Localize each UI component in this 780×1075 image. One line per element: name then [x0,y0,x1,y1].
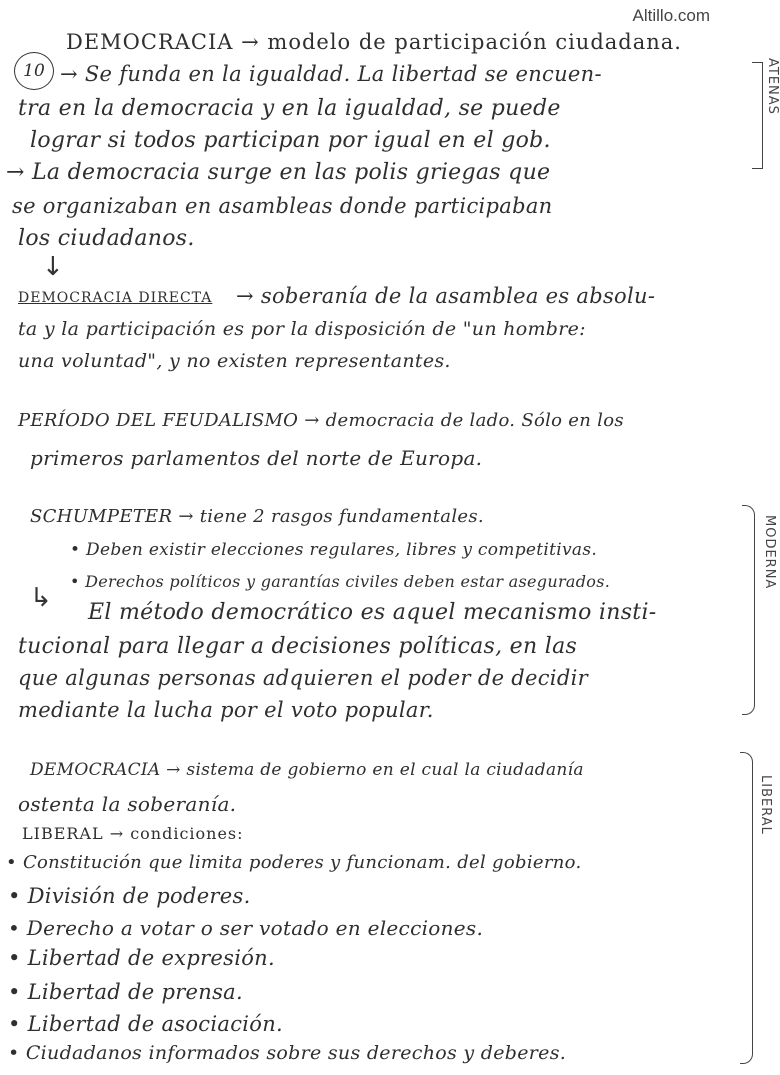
line-igualdad-2: tra en la democracia y en la igualdad, se puede [18,96,561,121]
side-label-atenas: ATENAS [765,58,780,115]
line-condicion-expresion: • Libertad de expresión. [8,946,275,970]
bracket-middle [742,505,755,715]
line-igualdad-1: → Se funda en la igualdad. La libertad se encuen- [60,62,602,86]
bracket-top [752,62,763,169]
line-metodo-3: que algunas personas adquieren el poder de decidir [18,666,588,690]
line-directa-2: ta y la participación es por la disposición de "un hombre: [18,318,586,340]
bracket-bottom [740,752,753,1064]
down-arrow-icon: ↓ [42,252,64,282]
line-democracia-sistema: DEMOCRACIA → sistema de gobierno en el cual la ciudadanía [30,760,584,780]
line-soberania: ostenta la soberanía. [18,792,237,816]
line-condicion-prensa: • Libertad de prensa. [8,980,243,1004]
line-polis-3: los ciudadanos. [18,226,195,251]
circled-page-number: 10 [14,52,54,90]
line-metodo-2: tucional para llegar a decisiones políticas, en las [18,634,578,659]
line-condicion-voto: • Derecho a votar o ser votado en elecciones. [8,916,484,940]
line-feudalismo-2: primeros parlamentos del norte de Europa. [30,446,483,470]
line-condicion-asociacion: • Libertad de asociación. [8,1012,284,1036]
side-label-liberal: LIBERAL [758,775,773,835]
line-directa-3: una voluntad", y no existen representantes. [18,350,451,372]
line-metodo-1: El método democrático es aquel mecanismo insti- [88,600,657,625]
line-democracia-definicion: DEMOCRACIA → modelo de participación ciudadana. [66,30,682,54]
line-polis-1: → La democracia surge en las polis griegas que [6,160,551,185]
line-schumpeter: SCHUMPETER → tiene 2 rasgos fundamentales. [30,506,484,527]
line-condicion-ciudadanos: • Ciudadanos informados sobre sus derechos y deberes. [8,1042,567,1064]
heading-democracia-directa: DEMOCRACIA DIRECTA [18,290,213,306]
line-schumpeter-rasgo-2: • Derechos políticos y garantías civiles deben estar asegurados. [70,572,611,591]
line-polis-2: se organizaban en asambleas donde participaban [12,194,553,218]
watermark: Altillo.com [632,6,710,25]
hook-arrow-icon: ↳ [30,583,52,613]
line-feudalismo-1: PERÍODO DEL FEUDALISMO → democracia de lado. Sólo en los [18,410,624,431]
line-condicion-division: • División de poderes. [8,884,251,908]
side-label-moderna: MODERNA [762,515,777,590]
line-liberal-condiciones: LIBERAL → condiciones: [22,824,244,843]
line-condicion-constitucion: • Constitución que limita poderes y funcionam. del gobierno. [6,852,582,873]
line-directa-1: → soberanía de la asamblea es absolu- [236,284,656,308]
line-schumpeter-rasgo-1: • Deben existir elecciones regulares, libres y competitivas. [70,540,598,560]
line-igualdad-3: lograr si todos participan por igual en el gob. [30,128,551,153]
line-metodo-4: mediante la lucha por el voto popular. [18,698,434,722]
